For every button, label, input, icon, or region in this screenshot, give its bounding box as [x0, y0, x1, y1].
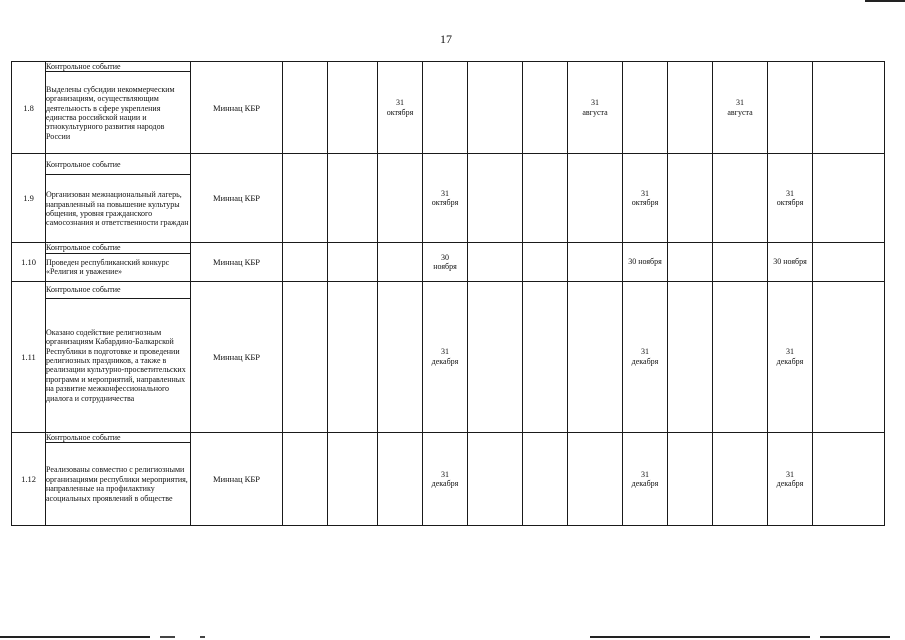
date-line-month: декабря	[776, 479, 804, 489]
date-cell	[378, 62, 423, 154]
date-cell	[768, 281, 813, 432]
date-line: 31	[641, 189, 649, 198]
date-cell	[423, 154, 468, 243]
date-cell	[623, 243, 668, 281]
date-cell	[378, 154, 423, 243]
date-cell	[568, 432, 623, 525]
date-cell	[568, 281, 623, 432]
date-line: 31	[396, 98, 404, 108]
executor-cell: Миннац КБР	[191, 281, 283, 432]
table-row	[12, 432, 885, 442]
executor-cell: Миннац КБР	[191, 62, 283, 154]
date-cell	[328, 281, 378, 432]
executor-cell: Миннац КБР	[191, 432, 283, 525]
scan-edge-mark	[0, 636, 220, 638]
date-cell	[623, 432, 668, 525]
date-cell	[813, 154, 885, 243]
date-line-month: декабря	[631, 479, 659, 489]
table-row	[12, 62, 885, 72]
date-cell	[328, 243, 378, 281]
table-row	[12, 243, 885, 253]
date-cell	[768, 62, 813, 154]
date-cell	[668, 432, 713, 525]
date-line-month: августа	[582, 107, 608, 117]
date-cell	[713, 62, 768, 154]
date-cell	[283, 154, 328, 243]
date-line: 31	[441, 189, 449, 198]
date-line-month: октября	[776, 198, 804, 208]
date-cell	[813, 281, 885, 432]
date-line: 31	[786, 347, 794, 357]
date-cell	[283, 243, 328, 281]
date-cell	[523, 154, 568, 243]
scan-edge-mark	[865, 0, 905, 2]
executor-cell: Миннац КБР	[191, 243, 283, 281]
date-cell	[523, 281, 568, 432]
date-cell	[568, 243, 623, 281]
date-cell	[378, 432, 423, 525]
row-number: 1.10	[12, 243, 46, 281]
row-number: 1.12	[12, 432, 46, 525]
date-cell	[423, 432, 468, 525]
event-description: Оказано содействие религиозным организациям Кабардино-Балкарской Республики в подготовке и проведении религиозных праздников, а также в реализации культурно-просветительских программ и мероприятий, направленных на развитие межконфессионального диалога и сотрудничества	[46, 298, 191, 432]
event-label: Контрольное событие	[46, 243, 191, 253]
event-label: Контрольное событие	[46, 432, 191, 442]
date-cell	[328, 154, 378, 243]
event-description: Проведен республиканский конкурс «Религия и уважение»	[46, 253, 191, 281]
date-cell	[378, 243, 423, 281]
date-cell	[568, 62, 623, 154]
date-cell	[668, 62, 713, 154]
date-cell	[468, 281, 523, 432]
date-cell	[523, 243, 568, 281]
date-line-month: октября	[631, 198, 659, 208]
date-cell	[283, 62, 328, 154]
date-line: 31	[641, 347, 649, 357]
date-cell	[623, 281, 668, 432]
date-line: 31	[441, 469, 449, 479]
date-line: 31	[786, 189, 794, 198]
row-number: 1.11	[12, 281, 46, 432]
date-cell	[623, 62, 668, 154]
date-cell	[813, 62, 885, 154]
event-label: Контрольное событие	[46, 154, 191, 175]
executor-cell: Миннац КБР	[191, 154, 283, 243]
date-cell	[468, 432, 523, 525]
table-row	[12, 154, 885, 175]
date-cell	[328, 432, 378, 525]
date-line-month: декабря	[431, 479, 459, 489]
date-line-month: декабря	[776, 356, 804, 366]
date-line-month: ноября	[433, 262, 457, 272]
date-cell	[468, 154, 523, 243]
date-line: 31	[641, 469, 649, 479]
scan-edge-mark	[590, 636, 890, 638]
date-cell	[423, 281, 468, 432]
date-line: 30	[441, 252, 449, 262]
plan-table	[11, 61, 885, 526]
date-cell	[568, 154, 623, 243]
date-line-month: октября	[386, 107, 414, 117]
date-line: 31	[736, 98, 744, 108]
date-cell	[328, 62, 378, 154]
event-label: Контрольное событие	[46, 281, 191, 298]
event-label: Контрольное событие	[46, 62, 191, 72]
table-row	[12, 281, 885, 298]
date-cell	[768, 432, 813, 525]
date-line: 31	[591, 98, 599, 108]
date-cell	[468, 62, 523, 154]
date-cell	[713, 154, 768, 243]
event-description: Реализованы совместно с религиозными организациями республики мероприятия, направленные на профилактику асоциальных проявлений в обществе	[46, 443, 191, 526]
page-number: 17	[440, 32, 452, 46]
date-line-month: декабря	[631, 356, 659, 366]
date-cell	[623, 154, 668, 243]
date-line: 31	[786, 469, 794, 479]
date-line-month: декабря	[431, 356, 459, 366]
date-cell	[283, 432, 328, 525]
date-cell	[523, 62, 568, 154]
date-cell	[768, 243, 813, 281]
date-cell	[423, 243, 468, 281]
date-cell	[378, 281, 423, 432]
event-description: Организован межнациональный лагерь, направленный на повышение культуры общения, уровня гражданского самосознания и ответственности граждан	[46, 175, 191, 243]
date-line: 30 ноября	[628, 257, 662, 267]
date-line: 30 ноября	[773, 257, 807, 267]
date-cell	[468, 243, 523, 281]
date-cell	[283, 281, 328, 432]
date-cell	[768, 154, 813, 243]
row-number: 1.9	[12, 154, 46, 243]
date-line-month: августа	[727, 107, 753, 117]
date-cell	[423, 62, 468, 154]
date-cell	[668, 154, 713, 243]
date-line: 31	[441, 347, 449, 357]
date-cell	[523, 432, 568, 525]
row-number: 1.8	[12, 62, 46, 154]
date-cell	[713, 281, 768, 432]
date-cell	[813, 432, 885, 525]
event-description: Выделены субсидии некоммерческим организациям, осуществляющим деятельность в сфере укрепления единства российской нации и этнокультурного развития народов России	[46, 72, 191, 154]
date-cell	[668, 281, 713, 432]
date-cell	[668, 243, 713, 281]
date-cell	[713, 243, 768, 281]
date-cell	[713, 432, 768, 525]
date-line-month: октября	[431, 198, 459, 208]
date-cell	[813, 243, 885, 281]
